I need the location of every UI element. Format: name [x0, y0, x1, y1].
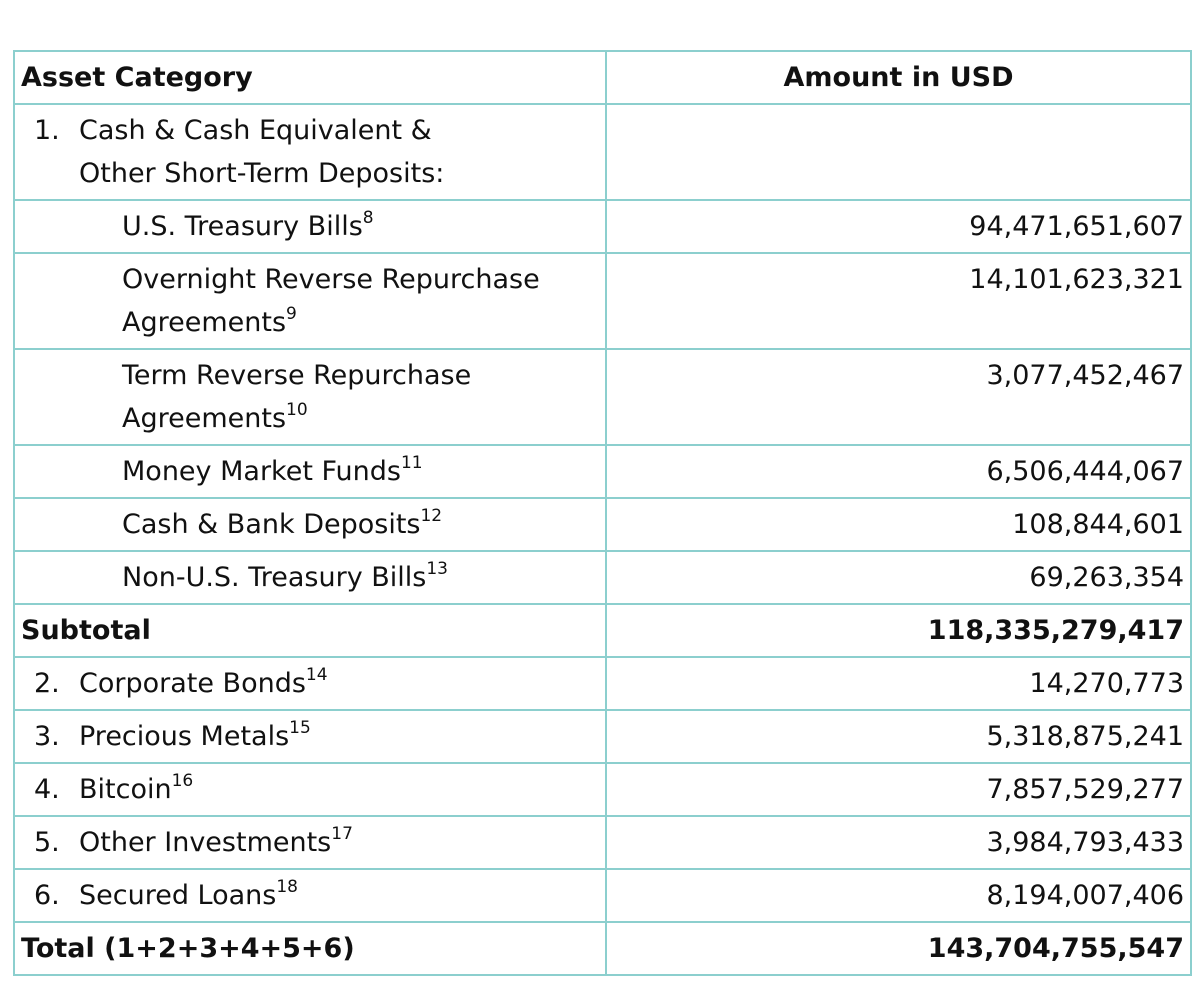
row-amount: 3,984,793,433 [606, 816, 1191, 869]
table-row [14, 445, 1191, 498]
header-row [14, 51, 1191, 104]
footnote-ref: 18 [276, 877, 298, 897]
row-label: Bitcoin [79, 774, 172, 805]
row-number: 5. [34, 827, 60, 858]
table-row [14, 763, 1191, 816]
row-label: Corporate Bonds [79, 668, 306, 699]
row-amount: 6,506,444,067 [606, 445, 1191, 498]
row-label: Non-U.S. Treasury Bills [122, 562, 427, 593]
footnote-ref: 15 [289, 718, 311, 738]
row-label: Other Investments [79, 827, 332, 858]
footnote-ref: 9 [286, 304, 297, 324]
row-label: Term Reverse Repurchase Agreements [122, 360, 472, 434]
row-amount: 69,263,354 [606, 551, 1191, 604]
footnote-ref: 11 [400, 453, 423, 473]
row-label: U.S. Treasury Bills [122, 211, 363, 242]
subtotal-row [14, 604, 1191, 657]
row-number: 2. [34, 668, 60, 699]
asset-table [13, 50, 1192, 976]
subtotal-amount: 118,335,279,417 [606, 604, 1191, 657]
footnote-ref: 16 [171, 771, 194, 791]
table-row [14, 349, 1191, 445]
table-row [14, 869, 1191, 922]
amount-header: Amount in USD [606, 51, 1191, 104]
footnote-ref: 12 [420, 506, 443, 526]
table-row [14, 200, 1191, 253]
row-number: 4. [34, 774, 60, 805]
row-label: Cash & Bank Deposits [122, 509, 421, 540]
row-amount: 7,857,529,277 [606, 763, 1191, 816]
footnote-ref: 17 [331, 824, 353, 844]
asset-category-header: Asset Category [14, 51, 606, 104]
subtotal-label: Subtotal [14, 604, 606, 657]
total-amount: 143,704,755,547 [606, 922, 1191, 975]
table-row [14, 816, 1191, 869]
row-amount: 5,318,875,241 [606, 710, 1191, 763]
total-row [14, 922, 1191, 975]
row-number: 6. [34, 880, 60, 911]
row-amount: 14,101,623,321 [606, 253, 1191, 349]
row-amount: 14,270,773 [606, 657, 1191, 710]
section-1-amount-cell [606, 104, 1191, 200]
table-row [14, 657, 1191, 710]
row-label: Money Market Funds [122, 456, 401, 487]
row-label: Overnight Reverse Repurchase Agreements [122, 264, 540, 338]
footnote-ref: 14 [305, 665, 328, 685]
row-label: Secured Loans [79, 880, 277, 911]
row-amount: 8,194,007,406 [606, 869, 1191, 922]
row-label: Precious Metals [79, 721, 290, 752]
table-row [14, 710, 1191, 763]
table-row [14, 498, 1191, 551]
row-amount: 108,844,601 [606, 498, 1191, 551]
row-amount: 3,077,452,467 [606, 349, 1191, 445]
footnote-ref: 13 [426, 559, 448, 579]
table-row [14, 551, 1191, 604]
section-1-number: 1. [34, 115, 60, 146]
row-number: 3. [34, 721, 60, 752]
footnote-ref: 10 [286, 400, 308, 420]
section-1-label: Cash & Cash Equivalent & Other Short-Term Deposits: [79, 115, 445, 189]
row-amount: 94,471,651,607 [606, 200, 1191, 253]
footnote-ref: 8 [362, 208, 374, 228]
table-row [14, 253, 1191, 349]
total-label: Total (1+2+3+4+5+6) [14, 922, 606, 975]
section-1-cell [14, 104, 606, 200]
section-1-row [14, 104, 1191, 200]
